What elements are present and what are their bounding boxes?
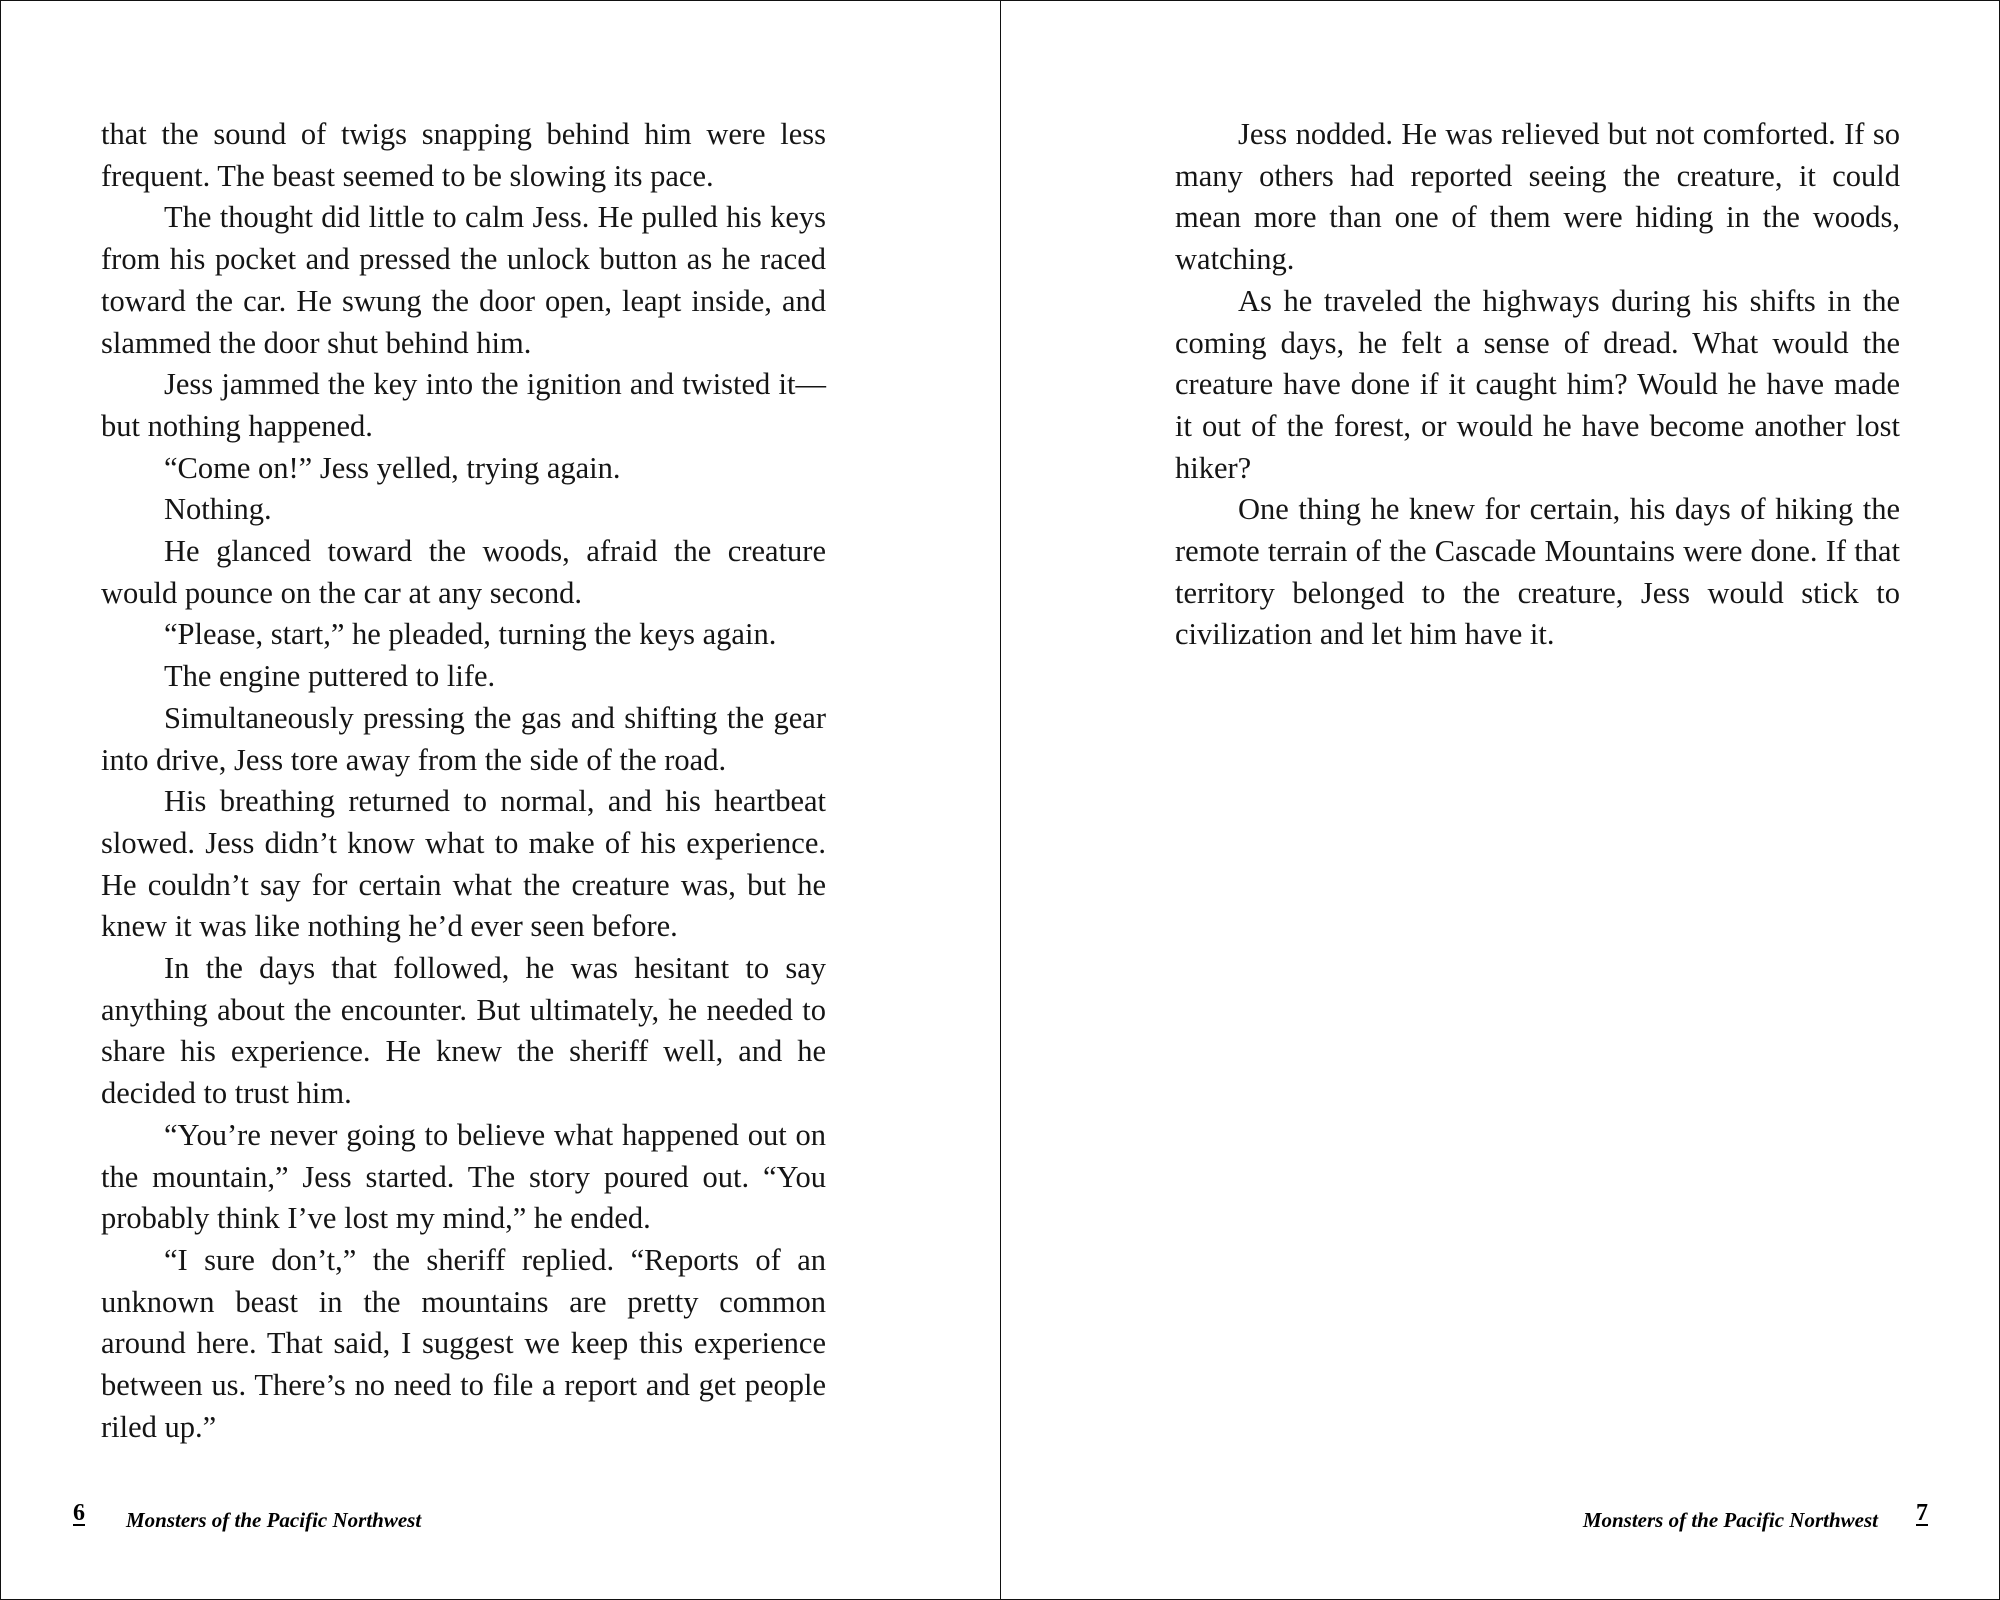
paragraph: The engine puttered to life. [164,659,496,694]
running-title: Monsters of the Pacific Northwest [126,1508,422,1532]
paragraph: One thing he knew for certain, his days of hiking the remote terrain of the Cascade Mountains were done. If that territory belonged to the creature, Jess would stick to civilization and let him have it. [1175,492,1900,652]
paragraph: that the sound of twigs snapping behind him were less frequent. The beast seemed to be slowing its pace. [101,117,826,193]
paragraph: His breathing returned to normal, and his heartbeat slowed. Jess didn’t know what to make of his experience. He couldn’t say for certain what the creature was, but he knew it was like nothing he’d ever seen before. [101,784,826,944]
left-page-body [101,114,826,1449]
paragraph: Simultaneously pressing the gas and shifting the gear into drive, Jess tore away from the side of the road. [101,700,826,777]
page-number: 6 [73,1500,85,1526]
paragraph: “Come on!” Jess yelled, trying again. [164,450,621,485]
paragraph: Jess jammed the key into the ignition and twisted it—but nothing happened. [101,367,826,443]
paragraph: In the days that followed, he was hesitant to say anything about the encounter. But ultimately, he needed to share his experience. He knew the sheriff well, and he decided to trust him. [101,951,826,1111]
paragraph: “You’re never going to believe what happened out on the mountain,” Jess started. The story poured out. “You probably think I’ve lost my mind,” he ended. [101,1117,826,1236]
paragraph: Nothing. [164,492,272,527]
running-title: Monsters of the Pacific Northwest [1582,1508,1878,1532]
paragraph: He glanced toward the woods, afraid the creature would pounce on the car at any second. [101,534,826,610]
page-number: 7 [1916,1500,1928,1526]
paragraph: The thought did little to calm Jess. He pulled his keys from his pocket and pressed the unlock button as he raced toward the car. He swung the door open, leapt inside, and slammed the door shut behind him. [101,200,826,360]
right-page-body [1175,114,1900,656]
paragraph: Jess nodded. He was relieved but not comforted. If so many others had reported seeing the creature, it could mean more than one of them were hiding in the woods, watching. [1175,117,1900,277]
right-page [1001,1,2000,1599]
paragraph: As he traveled the highways during his shifts in the coming days, he felt a sense of dread. What would the creature have done if it caught him? Would he have made it out of the forest, or would he have become another lost hiker? [1175,283,1900,485]
paragraph: “Please, start,” he pleaded, turning the keys again. [164,617,777,652]
paragraph: “I sure don’t,” the sheriff replied. “Reports of an unknown beast in the mountains are pretty common around here. That said, I suggest we keep this experience between us. There’s no need to file a report and get people riled up.” [101,1242,826,1444]
left-page [1,1,1000,1599]
